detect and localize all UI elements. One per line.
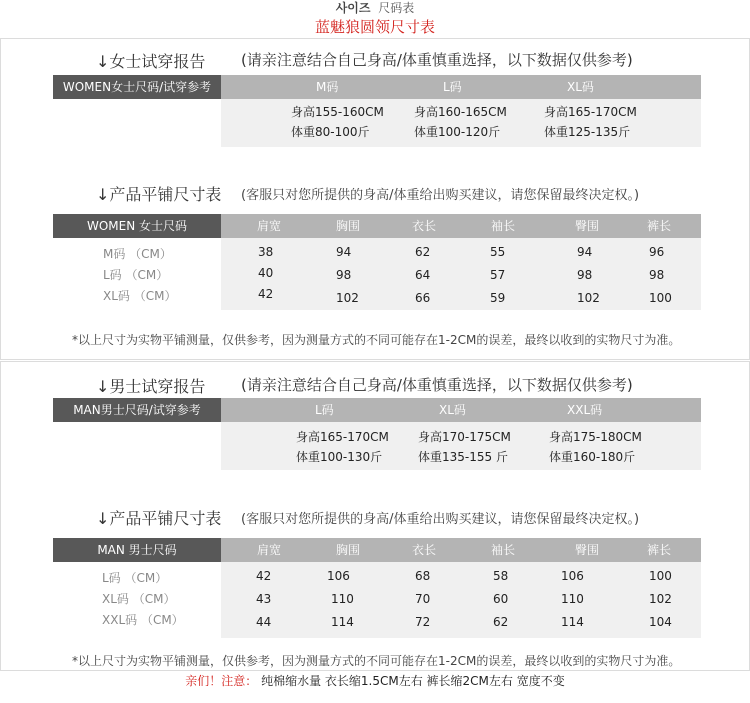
col-hip: 臀围 [575, 219, 600, 233]
women-measure-header [53, 214, 701, 238]
col-sleeve: 袖长 [491, 543, 516, 557]
row-label: L码 （CM） [102, 571, 168, 585]
cell: 42 [258, 287, 274, 301]
men-try-bar [53, 398, 701, 422]
cell: 58 [493, 569, 509, 583]
men-section [0, 361, 750, 671]
col-chest: 胸围 [336, 543, 361, 557]
women-try-note: (请亲注意结合自己身高/体重慎重选择，以下数据仅供参考) [241, 51, 633, 69]
men-try-box [221, 422, 701, 470]
row-label: M码 （CM） [103, 247, 172, 261]
women-try-weight-l: 体重100-120斤 [414, 125, 501, 139]
men-try-height-xxl: 身高175-180CM [549, 430, 642, 444]
women-try-size-m: M码 [316, 80, 339, 94]
men-try-note: (请亲注意结合自己身高/体重慎重选择，以下数据仅供参考) [241, 376, 633, 394]
men-measure-note: (客服只对您所提供的身高/体重给出购买建议，请您保留最终决定权。) [241, 512, 640, 527]
col-pants: 裤长 [647, 219, 672, 233]
men-measure-box [221, 562, 701, 638]
cell: 106 [327, 569, 350, 583]
col-pants: 裤长 [647, 543, 672, 557]
men-try-size-xl: XL码 [439, 403, 466, 417]
women-try-title: ↓女士试穿报告 [96, 52, 206, 71]
header-small: 尺码表 [378, 1, 415, 15]
cell: 64 [415, 268, 431, 282]
cell: 102 [649, 592, 672, 606]
women-footnote: *以上尺寸为实物平铺测量，仅供参考，因为测量方式的不同可能存在1-2CM的误差，最终以收到的实物尺寸为准。 [72, 333, 681, 347]
men-footnote: *以上尺寸为实物平铺测量，仅供参考，因为测量方式的不同可能存在1-2CM的误差，最终以收到的实物尺寸为准。 [72, 654, 681, 668]
row-label: L码 （CM） [103, 268, 169, 282]
cell: 98 [649, 268, 665, 282]
women-section [0, 38, 750, 360]
women-try-bar [53, 75, 701, 99]
cell: 102 [336, 291, 359, 305]
cell: 62 [493, 615, 509, 629]
cell: 72 [415, 615, 431, 629]
men-try-weight-l: 体重100-130斤 [296, 450, 383, 464]
cell: 62 [415, 245, 431, 259]
row-label: XXL码 （CM） [102, 613, 184, 627]
women-measure-note: (客服只对您所提供的身高/体重给出购买建议，请您保留最终决定权。) [241, 188, 640, 203]
cell: 110 [561, 592, 584, 606]
women-try-height-m: 身高155-160CM [291, 105, 384, 119]
cell: 114 [331, 615, 354, 629]
cell: 59 [490, 291, 506, 305]
women-measure-title: ↓产品平铺尺寸表 [96, 185, 222, 204]
cell: 43 [256, 592, 272, 606]
col-length: 衣长 [412, 543, 437, 557]
shrinkage-note [0, 672, 750, 689]
women-try-bar-label: WOMEN女士尺码/试穿参考 [53, 75, 221, 99]
men-try-size-l: L码 [315, 403, 334, 417]
cell: 57 [490, 268, 506, 282]
women-try-height-xl: 身高165-170CM [544, 105, 637, 119]
row-label: XL码 （CM） [103, 289, 177, 303]
men-try-weight-xxl: 体重160-180斤 [549, 450, 636, 464]
cell: 104 [649, 615, 672, 629]
cell: 98 [577, 268, 593, 282]
men-measure-header [53, 538, 701, 562]
col-chest: 胸围 [336, 219, 361, 233]
cell: 96 [649, 245, 665, 259]
col-shoulder: 肩宽 [257, 219, 282, 233]
col-length: 衣长 [412, 219, 437, 233]
cell: 70 [415, 592, 431, 606]
women-measure-box [221, 238, 701, 310]
women-try-box [221, 99, 701, 147]
men-try-bar-label: MAN男士尺码/试穿参考 [53, 398, 221, 422]
cell: 114 [561, 615, 584, 629]
cell: 94 [336, 245, 352, 259]
col-hip: 臀围 [575, 543, 600, 557]
attention-label: 亲们！注意： [185, 674, 258, 688]
women-try-weight-xl: 体重125-135斤 [544, 125, 631, 139]
cell: 100 [649, 291, 672, 305]
col-sleeve: 袖长 [491, 219, 516, 233]
header-top [0, 0, 750, 16]
cell: 100 [649, 569, 672, 583]
men-try-height-l: 身高165-170CM [296, 430, 389, 444]
cell: 44 [256, 615, 272, 629]
page-title: 蓝魅狼圆领尺寸表 [314, 18, 435, 36]
cell: 66 [415, 291, 431, 305]
cell: 94 [577, 245, 593, 259]
cell: 98 [336, 268, 352, 282]
row-label: XL码 （CM） [102, 592, 176, 606]
cell: 102 [577, 291, 600, 305]
men-measure-title: ↓产品平铺尺寸表 [96, 509, 222, 528]
men-try-weight-xl: 体重135-155 斤 [418, 450, 508, 464]
men-try-title: ↓男士试穿报告 [96, 377, 206, 396]
women-try-weight-m: 体重80-100斤 [291, 125, 370, 139]
header-korean: 사이즈 [335, 1, 371, 15]
col-shoulder: 肩宽 [257, 543, 282, 557]
men-measure-bar-label: MAN 男士尺码 [53, 538, 221, 562]
shrinkage-text: 纯棉缩水量 衣长缩1.5CM左右 裤长缩2CM左右 宽度不变 [261, 674, 565, 688]
men-try-height-xl: 身高170-175CM [418, 430, 511, 444]
cell: 42 [256, 569, 272, 583]
cell: 55 [490, 245, 506, 259]
cell: 106 [561, 569, 584, 583]
women-try-height-l: 身高160-165CM [414, 105, 507, 119]
men-try-size-xxl: XXL码 [567, 403, 603, 417]
cell: 60 [493, 592, 509, 606]
cell: 110 [331, 592, 354, 606]
women-measure-bar-label: WOMEN 女士尺码 [53, 214, 221, 238]
women-try-size-xl: XL码 [567, 80, 594, 94]
cell: 68 [415, 569, 431, 583]
women-try-size-l: L码 [443, 80, 462, 94]
cell: 38 [258, 245, 274, 259]
cell: 40 [258, 266, 274, 280]
